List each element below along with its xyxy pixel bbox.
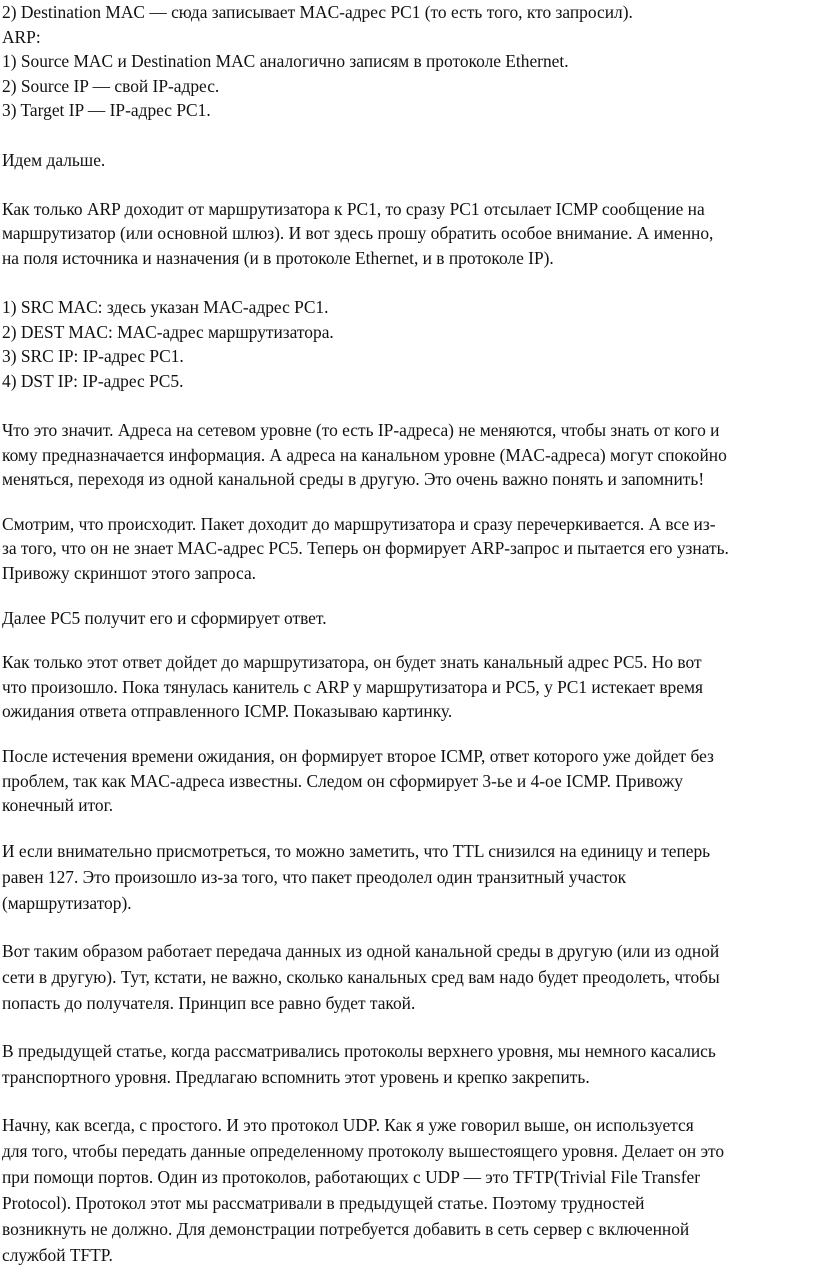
text-line: 3) Target IP — IP-адрес PC1.: [2, 100, 211, 121]
text-line: Далее PC5 получит его и сформирует ответ.: [2, 607, 327, 628]
text-line: Идем дальше.: [2, 149, 106, 170]
text-line: После истечения времени ожидания, он формирует второе ICMP, ответ которого уже дойдет без: [2, 746, 714, 767]
text-line: возникнуть не должно. Для демонстрации потребуется добавить в сеть сервер с включенной: [2, 1218, 690, 1239]
text-line: В предыдущей статье, когда рассматривались протоколы верхнего уровня, мы немного касались: [2, 1040, 716, 1061]
text-line: ARP:: [2, 26, 41, 47]
text-line: Protocol). Протокол этот мы рассматривали в предыдущей статье. Поэтому трудностей: [2, 1192, 645, 1213]
document-page: [2, 0, 812, 1268]
list-item: 1) SRC MAC: здесь указан MAC-адрес PC1.: [2, 297, 329, 318]
text-line: что произошло. Пока тянулась канитель с ARP у маршрутизатора и PC5, у PC1 истекает время: [2, 676, 703, 697]
text-line: Что это значит. Адреса на сетевом уровне (то есть IP-адреса) не меняются, чтобы знать от кого и: [2, 420, 720, 441]
paragraph-reply: [2, 650, 812, 724]
paragraph-next: [2, 606, 812, 631]
paragraph-previous-article: [2, 1038, 812, 1090]
text-line: проблем, так как MAC-адреса известны. Следом он сформирует 3-ье и 4-ое ICMP. Привожу: [2, 770, 683, 791]
text-line: Привожу скриншот этого запроса.: [2, 563, 257, 584]
text-line: Как только ARP доходит от маршрутизатора к PC1, то сразу PC1 отсылает ICMP сообщение на: [2, 198, 705, 219]
text-line: кому предназначается информация. А адреса на канальном уровне (MAC-адреса) могут спокойно: [2, 444, 727, 465]
text-line: маршрутизатор (или основной шлюз). И вот здесь прошу обратить особое внимание. А именно,: [2, 223, 714, 244]
text-line: 2) Destination MAC — сюда записывает MAC-адрес PC1 (то есть того, кто запросил).: [2, 2, 633, 22]
paragraph-arp-fields: [2, 0, 812, 123]
text-line: транспортного уровня. Предлагаю вспомнить этот уровень и крепко закрепить.: [2, 1066, 590, 1087]
paragraph-arp-reaches: [2, 197, 812, 271]
paragraph-meaning: [2, 418, 812, 492]
text-line: сети в другую). Тут, кстати, не важно, сколько канальных сред вам надо будет преодолеть, чтобы: [2, 966, 720, 987]
paragraph-udp: [2, 1112, 812, 1268]
text-line: при помощи портов. Один из протоколов, работающих с UDP — это TFTP(Trivial File Transfer: [2, 1166, 701, 1187]
text-line: на поля источника и назначения (и в протоколе Ethernet, и в протоколе IP).: [2, 247, 554, 268]
paragraph-watch: [2, 512, 812, 586]
text-line: равен 127. Это произошло из-за того, что пакет преодолел один транзитный участок: [2, 866, 627, 887]
text-line: И если внимательно присмотреться, то можно заметить, что TTL снизился на единицу и теперь: [2, 840, 711, 861]
text-line: Как только этот ответ дойдет до маршрутизатора, он будет знать канальный адрес PC5. Но вот: [2, 652, 702, 673]
text-line: Вот таким образом работает передача данных из одной канальной среды в другую (или из одной: [2, 940, 720, 961]
text-line: для того, чтобы передать данные определенному протоколу вышестоящего уровня. Делает он это: [2, 1140, 725, 1161]
list-item: 2) DEST MAC: MAC-адрес маршрутизатора.: [2, 321, 334, 342]
text-line: 2) Source IP — свой IP-адрес.: [2, 75, 220, 96]
paragraph-timeout: [2, 744, 812, 818]
text-line: ожидания ответа отправленного ICMP. Показываю картинку.: [2, 701, 453, 722]
list-item: 4) DST IP: IP-адрес PC5.: [2, 370, 184, 391]
text-line: Начну, как всегда, с простого. И это протокол UDP. Как я уже говорил выше, он используется: [2, 1114, 694, 1135]
text-line: Смотрим, что происходит. Пакет доходит до маршрутизатора и сразу перечеркивается. А все из-: [2, 513, 716, 534]
text-line: конечный итог.: [2, 795, 114, 816]
paragraph-transfer: [2, 938, 812, 1016]
text-line: 1) Source MAC и Destination MAC аналогично записям в протоколе Ethernet.: [2, 51, 569, 72]
text-line: (маршрутизатор).: [2, 892, 132, 913]
list-packet-fields: [2, 295, 812, 393]
text-line: попасть до получателя. Принцип все равно будет такой.: [2, 992, 416, 1013]
paragraph-ttl: [2, 838, 812, 916]
text-line: службой TFTP.: [2, 1244, 113, 1265]
text-line: меняться, переходя из одной канальной среды в другую. Это очень важно понять и запомнить!: [2, 469, 705, 490]
paragraph-idem: [2, 148, 812, 173]
list-item: 3) SRC IP: IP-адрес PC1.: [2, 346, 184, 367]
text-line: за того, что он не знает MAC-адрес PC5. Теперь он формирует ARP-запрос и пытается его узнать.: [2, 538, 729, 559]
